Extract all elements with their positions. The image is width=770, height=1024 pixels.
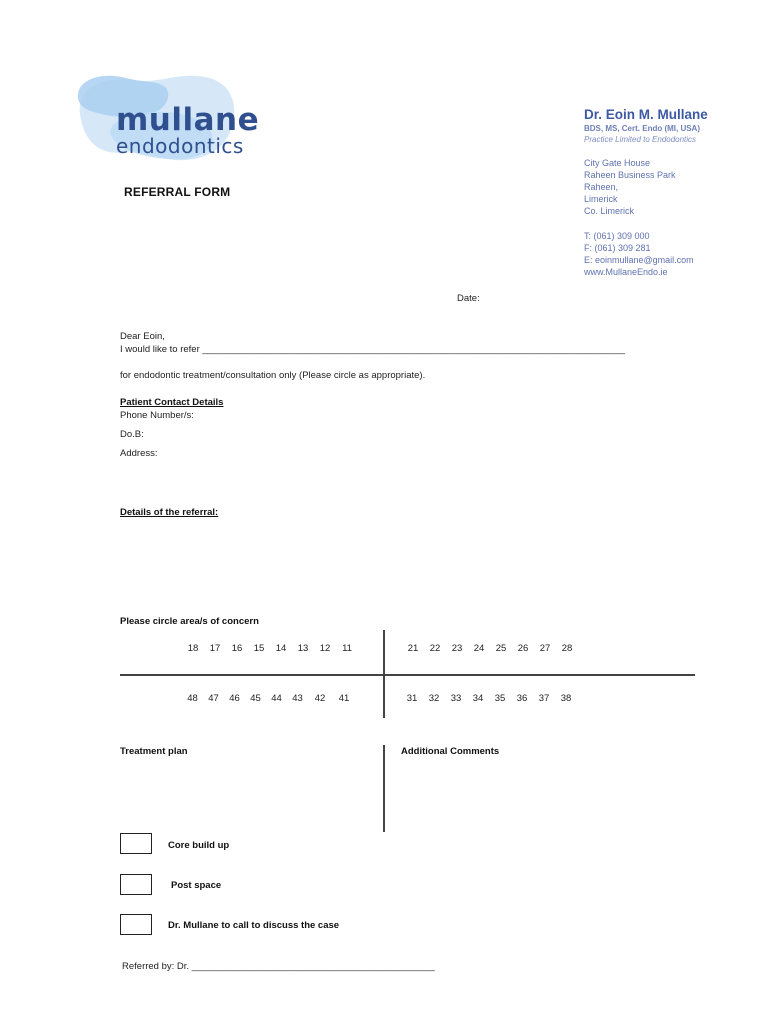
- tooth-11[interactable]: 11: [342, 643, 352, 654]
- tooth-31[interactable]: 31: [406, 693, 418, 704]
- tooth-24[interactable]: 24: [473, 643, 485, 654]
- tooth-12[interactable]: 12: [319, 643, 331, 654]
- tooth-25[interactable]: 25: [495, 643, 507, 654]
- upper-left-teeth: [402, 643, 578, 654]
- tooth-26[interactable]: 26: [517, 643, 529, 654]
- plan-divider: [383, 745, 385, 832]
- tooth-35[interactable]: 35: [494, 693, 506, 704]
- address-line: Raheen Business Park: [584, 170, 676, 180]
- tooth-36[interactable]: 36: [516, 693, 528, 704]
- tooth-27[interactable]: 27: [539, 643, 551, 654]
- tooth-43[interactable]: 43: [292, 693, 303, 704]
- tooth-42[interactable]: 42: [314, 693, 326, 704]
- address-line: Limerick: [584, 194, 618, 204]
- tooth-46[interactable]: 46: [229, 693, 240, 704]
- tooth-37[interactable]: 37: [538, 693, 550, 704]
- date-label: Date:: [457, 293, 480, 304]
- phone-label: Phone Number/s:: [120, 410, 194, 421]
- tooth-23[interactable]: 23: [451, 643, 463, 654]
- tooth-32[interactable]: 32: [428, 693, 440, 704]
- core-build-up-label: Core build up: [168, 840, 230, 851]
- lower-left-teeth: [401, 693, 577, 704]
- form-title: REFERRAL FORM: [124, 185, 231, 199]
- call-to-discuss-checkbox[interactable]: [120, 914, 152, 935]
- address-line: City Gate House: [584, 158, 651, 168]
- tooth-17[interactable]: 17: [209, 643, 221, 654]
- circle-heading: Please circle area/s of concern: [120, 616, 259, 627]
- treatment-plan-label: Treatment plan: [120, 746, 188, 757]
- referred-by-line[interactable]: Referred by: Dr. ______________________________________________: [122, 961, 435, 972]
- post-space-label: Post space: [171, 880, 222, 891]
- doctor-name: Dr. Eoin M. Mullane: [584, 107, 708, 122]
- logo-wordmark: mullane: [116, 102, 260, 138]
- tooth-21[interactable]: 21: [407, 643, 419, 654]
- phone-number: T: (061) 309 000: [584, 231, 650, 241]
- lower-right-teeth: [182, 693, 356, 704]
- tooth-16[interactable]: 16: [231, 643, 243, 654]
- tooth-18[interactable]: 18: [187, 643, 199, 654]
- tooth-44[interactable]: 44: [271, 693, 282, 704]
- purpose-text: for endodontic treatment/consultation only (Please circle as appropriate).: [120, 370, 426, 381]
- doctor-qualifications: BDS, MS, Cert. Endo (MI, USA): [584, 124, 700, 133]
- tooth-15[interactable]: 15: [253, 643, 265, 654]
- tooth-48[interactable]: 48: [187, 693, 198, 704]
- additional-comments-label: Additional Comments: [401, 746, 500, 757]
- tooth-13[interactable]: 13: [297, 643, 309, 654]
- tooth-14[interactable]: 14: [275, 643, 287, 654]
- core-build-up-checkbox[interactable]: [120, 833, 152, 854]
- referral-details-heading: Details of the referral:: [120, 507, 219, 518]
- refer-line[interactable]: I would like to refer ________________________________________________________________________________: [120, 344, 626, 355]
- fax-number: F: (061) 309 281: [584, 243, 651, 253]
- address-label: Address:: [120, 448, 158, 459]
- patient-details-heading: Patient Contact Details: [120, 397, 224, 408]
- logo-subtitle: endodontics: [116, 134, 244, 158]
- tooth-45[interactable]: 45: [250, 693, 261, 704]
- greeting: Dear Eoin,: [120, 331, 165, 342]
- chart-horizontal-divider: [120, 674, 695, 676]
- upper-right-teeth: [182, 643, 358, 654]
- post-space-checkbox[interactable]: [120, 874, 152, 895]
- tooth-38[interactable]: 38: [560, 693, 572, 704]
- doctor-practice: Practice Limited to Endodontics: [584, 135, 697, 144]
- tooth-22[interactable]: 22: [429, 643, 441, 654]
- tooth-34[interactable]: 34: [472, 693, 484, 704]
- call-to-discuss-label: Dr. Mullane to call to discuss the case: [168, 920, 340, 931]
- email-address[interactable]: E: eoinmullane@gmail.com: [584, 255, 694, 265]
- address-line: Raheen,: [584, 182, 619, 192]
- tooth-41[interactable]: 41: [338, 693, 350, 704]
- tooth-28[interactable]: 28: [561, 643, 573, 654]
- tooth-33[interactable]: 33: [450, 693, 462, 704]
- address-line: Co. Limerick: [584, 206, 635, 216]
- website-link[interactable]: www.MullaneEndo.ie: [584, 267, 668, 277]
- dob-label: Do.B:: [120, 429, 144, 440]
- tooth-47[interactable]: 47: [208, 693, 219, 704]
